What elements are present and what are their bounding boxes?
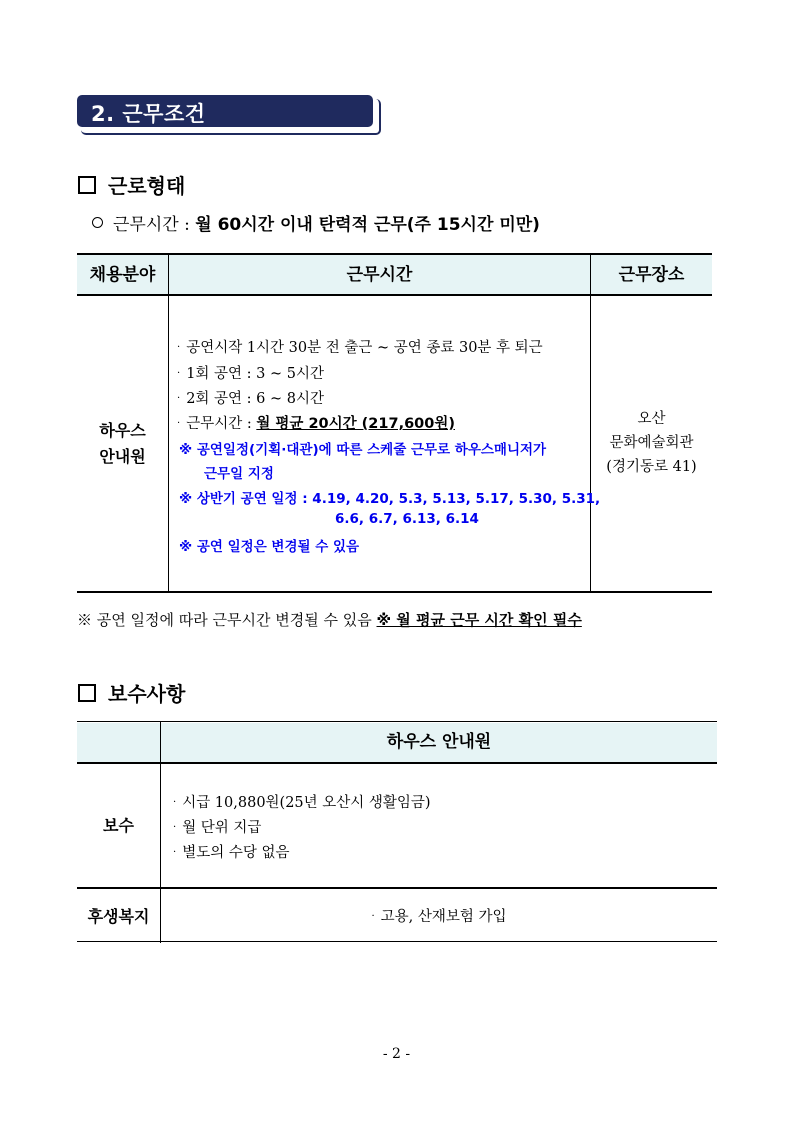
table-header-divider	[77, 762, 717, 764]
list-item: · 시급 10,880원(25년 오산시 생활임금)	[173, 795, 431, 811]
subsection-title: 근로형태	[108, 174, 186, 198]
blue-note-dates-cont: 6.6, 6.7, 6.13, 6.14	[335, 511, 479, 527]
blue-note-schedule-cont: 근무일 지정	[204, 466, 274, 482]
table-bottom-border	[77, 591, 712, 593]
place-line1: 오산	[637, 411, 666, 427]
blue-note-dates: ※ 상반기 공연 일정 : 4.19, 4.20, 5.3, 5.13, 5.17, 5.30, 5.31,	[179, 491, 601, 507]
table-bottom-border	[77, 941, 717, 942]
work-hours-line	[92, 210, 540, 235]
table-column-divider	[168, 253, 169, 593]
welfare-item: · 고용, 산재보험 가입	[371, 909, 507, 925]
place-line3: (경기동로 41)	[606, 459, 697, 475]
blue-note-change: ※ 공연 일정은 변경될 수 있음	[179, 539, 360, 555]
field-label-line2: 안내원	[99, 447, 146, 466]
list-item-hours: · 근무시간 : 월 평균 20시간 (217,600원)	[177, 416, 455, 432]
subsection-heading-work-type	[78, 170, 185, 199]
header-field: 채용분야	[89, 265, 156, 285]
square-bullet-icon	[78, 684, 96, 702]
subsection-title: 보수사항	[108, 682, 186, 706]
table-top-border	[77, 721, 717, 722]
section-banner	[77, 95, 373, 127]
pay-table-header: 하우스 안내원	[386, 732, 492, 752]
blue-note-schedule: ※ 공연일정(기획·대관)에 따른 스케줄 근무로 하우스매니저가	[179, 442, 547, 458]
work-conditions-table	[77, 253, 712, 593]
table-row-divider	[77, 887, 717, 889]
place-cell	[591, 407, 712, 479]
work-hours-prefix: 근무시간 :	[113, 215, 190, 235]
note-normal: ※ 공연 일정에 따라 근무시간 변경될 수 있음	[77, 611, 372, 629]
square-bullet-icon	[78, 176, 96, 194]
header-hours: 근무시간	[346, 265, 413, 285]
list-item: · 1회 공연 : 3 ~ 5시간	[177, 366, 324, 382]
subsection-heading-pay	[78, 678, 185, 707]
hours-label: 근무시간 :	[186, 416, 252, 432]
section-title: 2. 근무조건	[91, 102, 206, 126]
place-line2: 문화예술회관	[609, 435, 694, 451]
work-hours-text: 월 60시간 이내 탄력적 근무(주 15시간 미만)	[195, 215, 540, 235]
note-bold: ※ 월 평균 근무 시간 확인 필수	[376, 611, 582, 629]
header-place: 근무장소	[618, 265, 685, 285]
welfare-row-label: 후생복지	[87, 907, 150, 926]
circle-bullet-icon	[92, 217, 103, 228]
list-item: · 월 단위 지급	[173, 820, 262, 836]
page-number: - 2 -	[382, 1046, 411, 1062]
field-label-line1: 하우스	[99, 421, 146, 440]
field-cell	[77, 418, 168, 470]
pay-row-label: 보수	[103, 816, 134, 835]
list-item: · 2회 공연 : 6 ~ 8시간	[177, 391, 324, 407]
list-item: · 별도의 수당 없음	[173, 845, 290, 861]
schedule-note	[77, 609, 717, 630]
list-item: · 공연시작 1시간 30분 전 출근 ~ 공연 종료 30분 후 퇴근	[177, 340, 543, 356]
hours-value: 월 평균 20시간 (217,600원)	[256, 416, 455, 432]
pay-table	[77, 721, 717, 943]
